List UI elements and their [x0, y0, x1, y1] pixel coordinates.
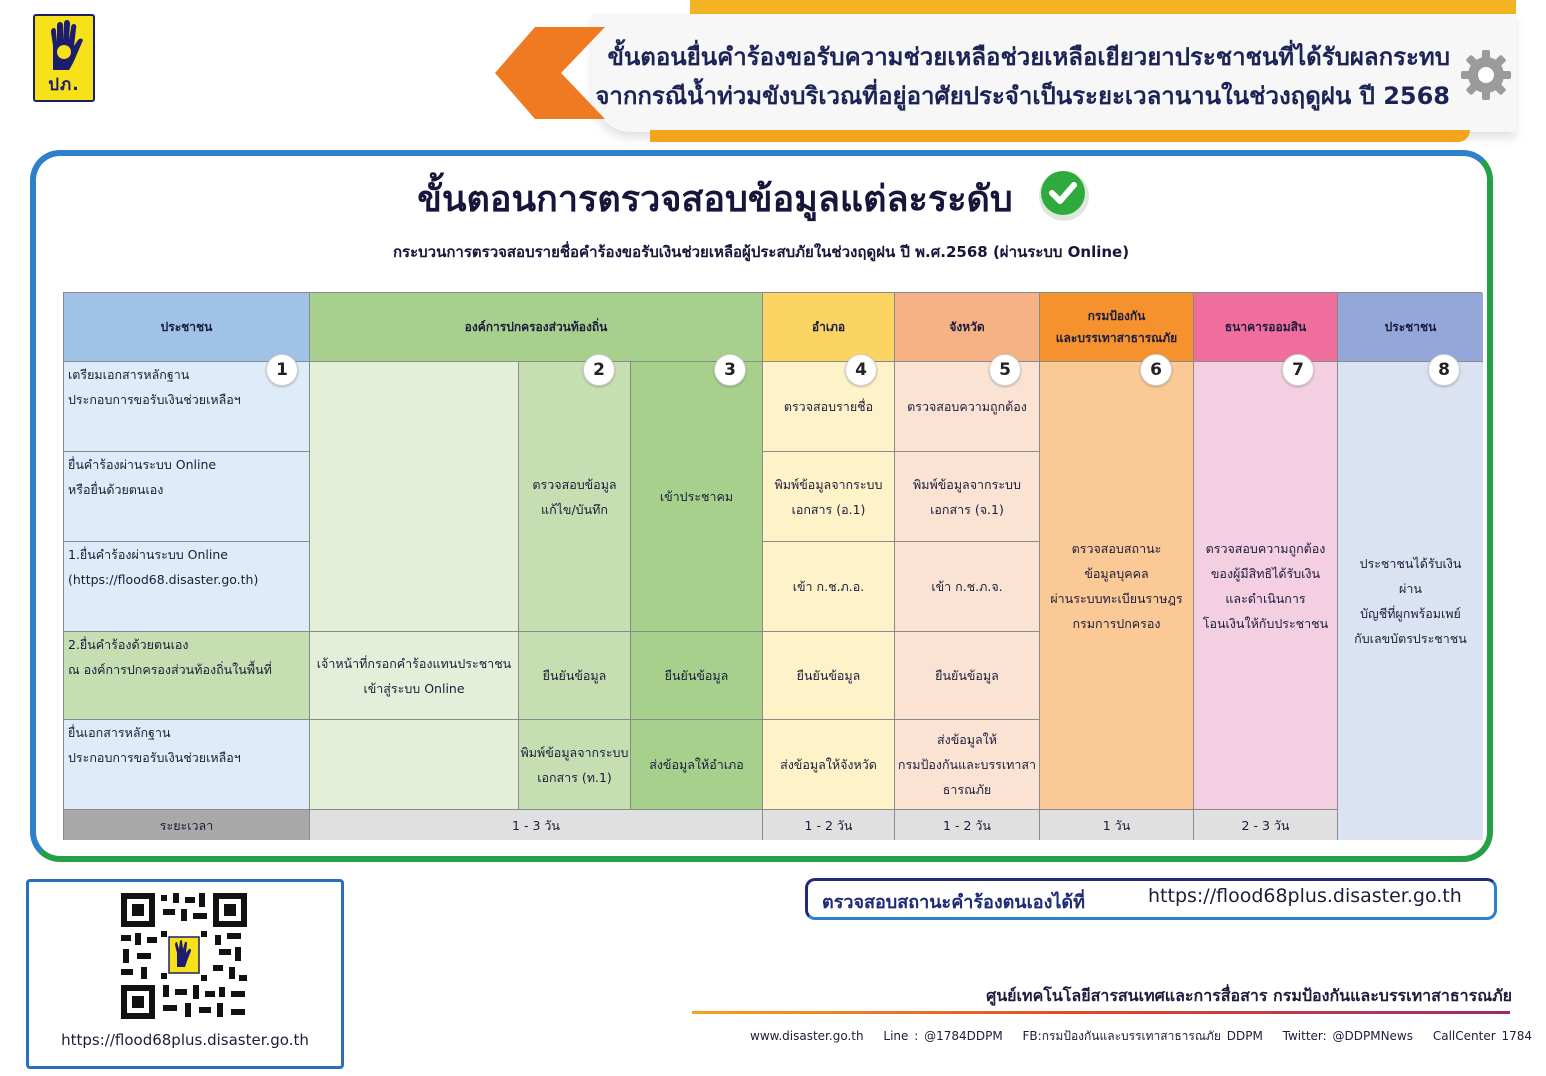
print-t1-line2: เอกสาร (ท.1) [537, 769, 612, 785]
gear-icon [1460, 49, 1512, 101]
step-badge-6: 6 [1140, 354, 1172, 386]
gsb-line1: ตรวจสอบความถูกต้อง [1205, 540, 1326, 556]
step-badge-4: 4 [845, 354, 877, 386]
header-district: อำเภอ [763, 293, 895, 362]
footer-divider [692, 1011, 1510, 1014]
citizen-row-self [64, 632, 310, 720]
header-title-line2: จากกรณีน้ำท่วมขังบริเวณที่อยู่อาศัยประจำเป็นระยะเวลานานในช่วงฤดูฝน ปี 2568 [595, 82, 1450, 110]
province-send-to-ddpm [895, 720, 1040, 810]
banner-bottom-stripe [650, 130, 1470, 142]
verify-data-line2: แก้ไข/บันทึก [541, 501, 608, 517]
page-title: ขั้นตอนการตรวจสอบข้อมูลแต่ละระดับ [417, 179, 1013, 220]
local-gov-officer-entry [310, 632, 519, 720]
contact-callcenter: CallCenter 1784 [1432, 1029, 1532, 1043]
citizen-row1-line1: เตรียมเอกสารหลักฐาน [68, 367, 190, 382]
citizen-receive-money [1338, 362, 1483, 840]
citizen-row-submit [64, 452, 310, 542]
step-badge-8: 8 [1428, 354, 1460, 386]
province-print-line2: เอกสาร (จ.1) [930, 501, 1004, 517]
header-ddpm-line1: กรมป้องกัน [1087, 309, 1146, 323]
logo-text: ปภ. [48, 75, 80, 95]
header-local-gov: องค์การปกครองส่วนท้องถิ่น [310, 293, 763, 362]
gsb-line2: ของผู้มีสิทธิได้รับเงิน [1210, 565, 1321, 581]
local-gov-send-to-district: ส่งข้อมูลให้อำเภอ [631, 720, 763, 810]
district-print-line1: พิมพ์ข้อมูลจากระบบ [774, 476, 883, 492]
verify-data-line1: ตรวจสอบข้อมูล [532, 476, 617, 492]
timeline-label: ระยะเวลา [64, 810, 310, 840]
chevron-left-icon [495, 27, 605, 119]
citizen-row5-line2: ประกอบการขอรับเงินช่วยเหลือฯ [68, 750, 241, 765]
province-committee: เข้า ก.ช.ภ.จ. [895, 542, 1040, 632]
logo-hand-icon [43, 20, 85, 72]
ddpm-logo [33, 14, 95, 102]
ddpm-line4: กรมการปกครอง [1072, 615, 1161, 631]
citizen-row5-line1: ยื่นเอกสารหลักฐาน [68, 725, 171, 740]
contact-facebook[interactable]: FB:กรมป้องกันและบรรเทาสาธารณภัย DDPM [1022, 1029, 1263, 1043]
step-badge-1: 1 [266, 354, 298, 386]
ddpm-line3: ผ่านระบบทะเบียนราษฎร [1050, 590, 1183, 606]
citizen-row2-line1: ยื่นคำร้องผ่านระบบ Online [68, 457, 217, 472]
citizen-row-documents [64, 720, 310, 810]
district-print-a1 [763, 452, 895, 542]
banner-top-stripe [690, 0, 1516, 14]
contact-twitter[interactable]: Twitter: @DDPMNews [1282, 1029, 1414, 1043]
citizen-row3-line1: 1.ยื่นคำร้องผ่านระบบ Online [68, 547, 228, 562]
contact-website[interactable]: www.disaster.go.th [750, 1029, 864, 1043]
district-committee: เข้า ก.ช.ภ.อ. [763, 542, 895, 632]
header-citizen-2: ประชาชน [1338, 293, 1483, 362]
timeline-gsb: 2 - 3 วัน [1194, 810, 1338, 840]
district-send-to-province: ส่งข้อมูลให้จังหวัด [763, 720, 895, 810]
province-print-line1: พิมพ์ข้อมูลจากระบบ [913, 476, 1021, 492]
header-citizen: ประชาชน [64, 293, 310, 362]
province-send-line1: ส่งข้อมูลให้ [936, 732, 998, 747]
citizen-row4-line2: ณ องค์การปกครองส่วนท้องถิ่นในพื้นที่ [68, 662, 272, 677]
ddpm-check-status [1040, 362, 1194, 810]
organization-name: ศูนย์เทคโนโลยีสารสนเทศและการสื่อสาร กรมป้องกันและบรรเทาสาธารณภัย [986, 986, 1512, 1005]
contact-bar [750, 1027, 1546, 1046]
local-gov-confirm-data: ยืนยันข้อมูล [519, 632, 631, 720]
local-gov-empty-bottom [310, 720, 519, 810]
gsb-line4: โอนเงินให้กับประชาชน [1202, 615, 1329, 631]
district-check-names: ตรวจสอบรายชื่อ [763, 362, 895, 452]
timeline-district: 1 - 2 วัน [763, 810, 895, 840]
header-gsb: ธนาคารออมสิน [1194, 293, 1338, 362]
ddpm-line2: ข้อมูลบุคคล [1084, 565, 1149, 581]
receive-line3: บัญชีที่ผูกพร้อมเพย์ [1360, 606, 1461, 621]
timeline-province: 1 - 2 วัน [895, 810, 1040, 840]
print-t1-line1: พิมพ์ข้อมูลจากระบบ [520, 744, 629, 760]
page-subtitle: กระบวนการตรวจสอบรายชื่อคำร้องขอรับเงินช่วยเหลือผู้ประสบภัยในช่วงฤดูฝน ปี พ.ศ.2568 (ผ่านระบบ Online) [392, 243, 1130, 261]
receive-line1: ประชาชนได้รับเงิน [1359, 556, 1462, 571]
province-send-line3: ธารณภัย [942, 782, 992, 797]
local-gov-community-meeting: เข้าประชาคม [631, 362, 763, 632]
gsb-transfer [1194, 362, 1338, 810]
step-badge-5: 5 [989, 354, 1021, 386]
qr-url[interactable]: https://flood68plus.disaster.go.th [61, 1031, 309, 1049]
timeline-ddpm: 1 วัน [1040, 810, 1194, 840]
province-confirm-data: ยืนยันข้อมูล [895, 632, 1040, 720]
citizen-row4-line1: 2.ยื่นคำร้องด้วยตนเอง [68, 637, 189, 652]
qr-code-icon[interactable] [119, 891, 249, 1021]
header-province: จังหวัด [895, 293, 1040, 362]
district-print-line2: เอกสาร (อ.1) [791, 501, 866, 517]
citizen-row3-line2: (https://flood68.disaster.go.th) [68, 572, 259, 587]
header-ddpm [1040, 293, 1194, 362]
header-ddpm-line2: และบรรเทาสาธารณภัย [1055, 331, 1178, 345]
local-gov-confirm-data-2: ยืนยันข้อมูล [631, 632, 763, 720]
district-confirm-data: ยืนยันข้อมูล [763, 632, 895, 720]
local-gov-verify-data [519, 362, 631, 632]
gsb-line3: และดำเนินการ [1225, 590, 1306, 606]
step-badge-2: 2 [583, 354, 615, 386]
header-title-line1: ขั้นตอนยื่นคำร้องขอรับความช่วยเหลือช่วยเหลือเยียวยาประชาชนที่ได้รับผลกระทบ [607, 43, 1450, 71]
step-badge-3: 3 [714, 354, 746, 386]
timeline-local-gov: 1 - 3 วัน [310, 810, 763, 840]
local-gov-print-t1 [519, 720, 631, 810]
citizen-row-online [64, 542, 310, 632]
process-table [63, 292, 1482, 840]
officer-entry-line2: เข้าสู่ระบบ Online [363, 680, 465, 696]
contact-line[interactable]: Line : @1784DDPM [883, 1029, 1003, 1043]
province-print-j1 [895, 452, 1040, 542]
local-gov-empty-top [310, 362, 519, 632]
status-check-link[interactable]: https://flood68plus.disaster.go.th [1148, 885, 1462, 907]
officer-entry-line1: เจ้าหน้าที่กรอกคำร้องแทนประชาชน [316, 655, 512, 671]
check-circle-icon [1036, 166, 1092, 222]
citizen-row2-line2: หรือยื่นด้วยตนเอง [68, 482, 164, 497]
ddpm-line1: ตรวจสอบสถานะ [1071, 540, 1162, 556]
province-send-line2: กรมป้องกันและบรรเทาสา [897, 757, 1037, 772]
province-check-accuracy: ตรวจสอบความถูกต้อง [895, 362, 1040, 452]
status-check-label: ตรวจสอบสถานะคำร้องตนเองได้ที่ [822, 892, 1085, 913]
receive-line4: กับเลขบัตรประชาชน [1354, 631, 1467, 646]
receive-line2: ผ่าน [1399, 581, 1422, 596]
step-badge-7: 7 [1282, 354, 1314, 386]
citizen-row1-line2: ประกอบการขอรับเงินช่วยเหลือฯ [68, 392, 241, 407]
